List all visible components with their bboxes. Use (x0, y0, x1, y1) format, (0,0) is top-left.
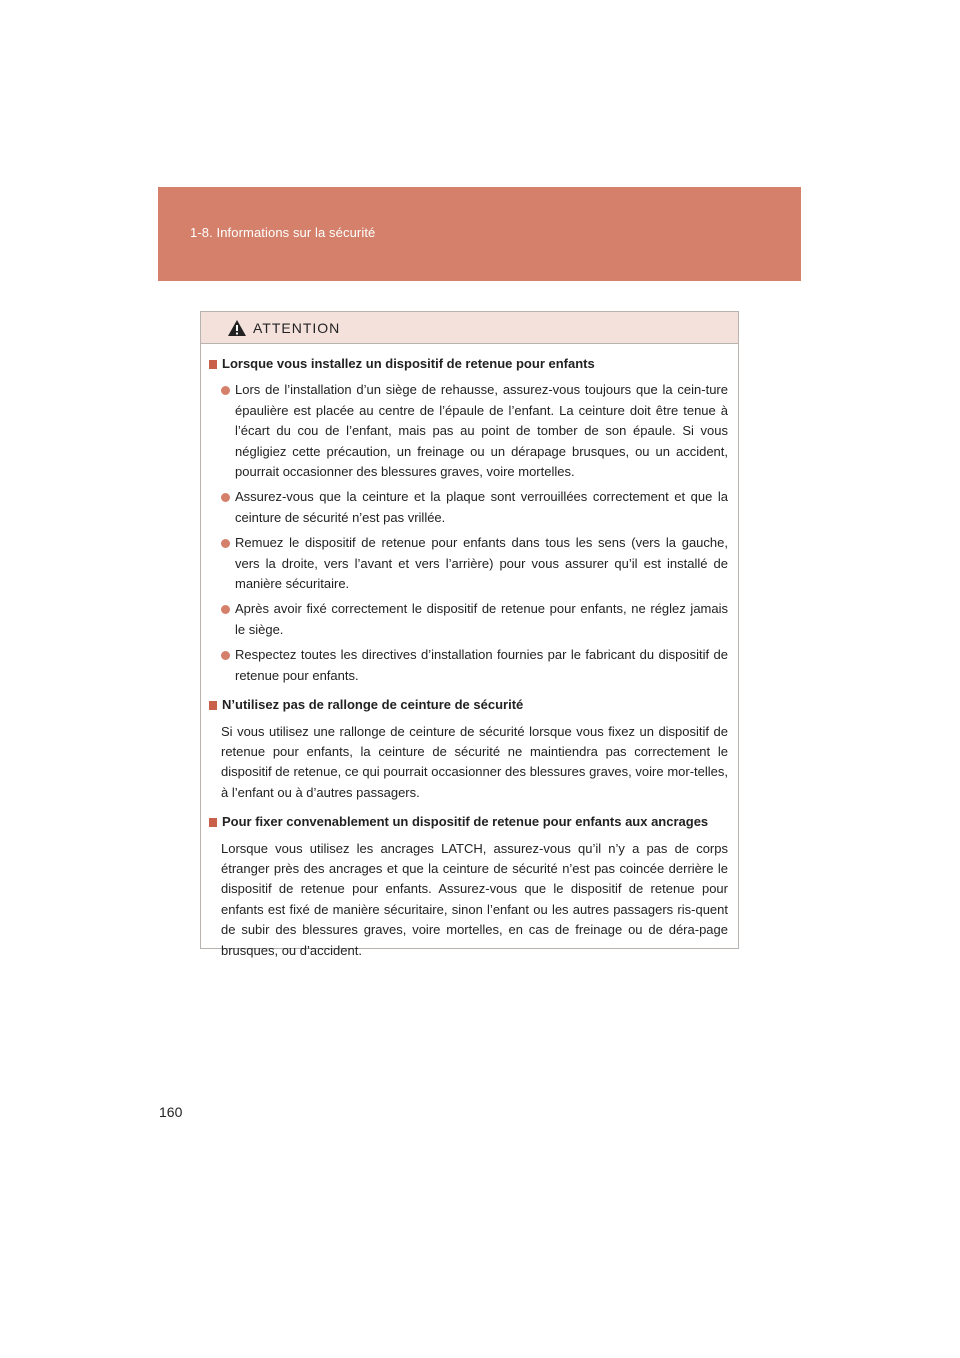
circle-bullet-icon (221, 539, 230, 548)
bullet-item (221, 599, 728, 640)
warning-triangle-icon (227, 319, 247, 337)
section-heading (209, 812, 728, 832)
section-title: 1-8. Informations sur la sécurité (190, 225, 376, 240)
square-marker-icon (209, 701, 217, 710)
header-band (158, 187, 801, 281)
bullet-text: Assurez-vous que la ceinture et la plaque sont verrouillées correctement et que la ceinture de sécurité n’est pas vrillée. (235, 489, 728, 525)
section-heading-text: Pour fixer convenablement un dispositif de retenue pour enfants aux ancrages (222, 814, 709, 830)
bullet-text: Respectez toutes les directives d’installation fournies par le fabricant du dispositif de retenue pour enfants. (235, 647, 728, 683)
bullet-item (221, 533, 728, 594)
section-heading (209, 354, 728, 374)
circle-bullet-icon (221, 605, 230, 614)
bullet-text: Remuez le dispositif de retenue pour enfants dans tous les sens (vers la gauche, vers la droite, vers l’avant et vers l’arrière) pour vous assurer qu’il est installé de manière sécuritaire. (235, 535, 728, 592)
section-heading (209, 695, 728, 715)
section-heading-text: N’utilisez pas de rallonge de ceinture de sécurité (222, 697, 524, 713)
bullet-text: Après avoir fixé correctement le dispositif de retenue pour enfants, ne réglez jamais le siège. (235, 601, 728, 637)
bullet-item (221, 487, 728, 528)
circle-bullet-icon (221, 493, 230, 502)
square-marker-icon (209, 818, 217, 827)
warning-box (200, 311, 739, 958)
circle-bullet-icon (221, 386, 230, 395)
square-marker-icon (209, 360, 217, 369)
warning-body (201, 344, 738, 961)
warning-title: ATTENTION (253, 319, 341, 336)
section-heading-text: Lorsque vous installez un dispositif de retenue pour enfants (222, 356, 595, 371)
circle-bullet-icon (221, 651, 230, 660)
section-paragraph: Lorsque vous utilisez les ancrages LATCH, assurez-vous qu’il n’y a pas de corps étranger près des ancrages et que la ceinture de sécurité n’est pas coincée derrière le dispositif de retenue pour enfants. Assurez-vous que le dispositif de retenue pour enfants est fixé de manière sécuritaire, sinon l’enfant ou les autres passagers ris-quent de subir des blessures graves, voire mortelles, en cas de freinage ou de déra-page brusques, ou d’accident. (221, 840, 728, 958)
bullet-item (221, 645, 728, 686)
warning-header (201, 312, 738, 344)
section-paragraph: Si vous utilisez une rallonge de ceinture de sécurité lorsque vous fixez un dispositif de retenue pour enfants, la ceinture de sécurité ne maintiendra pas correctement le dispositif de retenue, ce qui pourrait occasionner des blessures graves, voire mor-telles, à l’enfant ou à d’autres passagers. (221, 723, 728, 800)
page-number: 160 (159, 1104, 183, 1120)
bullet-item (221, 380, 728, 482)
bullet-text: Lors de l’installation d’un siège de rehausse, assurez-vous toujours que la cein-ture épaulière est placée au centre de l’épaule de l’enfant. La ceinture doit être tenue à l’écart du cou de l’enfant, mais pas au point de tomber de son épaule. Si vous négligiez cette précaution, un freinage ou un dérapage brusques, ou un accident, pourrait occasionner des blessures graves, voire mortelles. (235, 382, 728, 480)
